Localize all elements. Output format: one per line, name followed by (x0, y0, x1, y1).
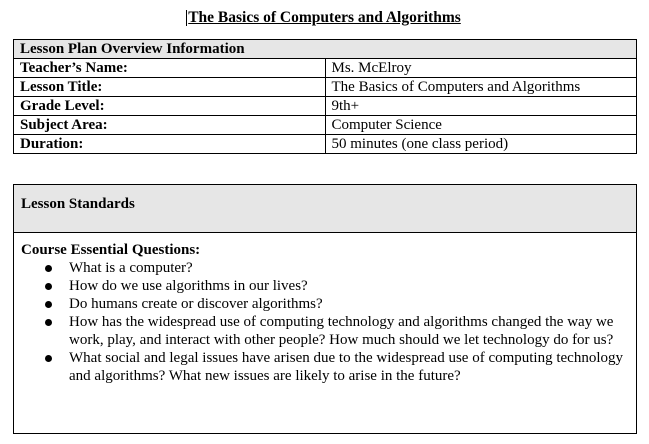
grade-level-value: 9th+ (325, 97, 637, 116)
list-item: How do we use algorithms in our lives? (21, 277, 628, 295)
essential-questions-list (21, 259, 628, 385)
subject-area-value: Computer Science (325, 116, 637, 135)
table-row (14, 59, 637, 78)
essential-questions-heading: Course Essential Questions: (21, 242, 201, 258)
lesson-standards-body (14, 233, 636, 385)
lesson-overview-table (13, 39, 637, 154)
table-row (14, 135, 637, 154)
overview-header-row (14, 40, 637, 59)
lesson-title-value: The Basics of Computers and Algorithms (325, 78, 637, 97)
list-item: What social and legal issues have arisen due to the widespread use of computing technology and algorithms? What new issues are likely to arise in the future? (21, 349, 628, 385)
table-row (14, 97, 637, 116)
document-title-text: The Basics of Computers and Algorithms (188, 9, 461, 26)
table-row (14, 78, 637, 97)
grade-level-label: Grade Level: (14, 97, 326, 116)
document-title (0, 9, 649, 27)
lesson-standards-header: Lesson Standards (14, 185, 636, 233)
duration-value: 50 minutes (one class period) (325, 135, 637, 154)
teacher-name-label: Teacher’s Name: (14, 59, 326, 78)
table-row (14, 116, 637, 135)
list-item: Do humans create or discover algorithms? (21, 295, 628, 313)
subject-area-label: Subject Area: (14, 116, 326, 135)
teacher-name-value: Ms. McElroy (325, 59, 637, 78)
overview-header: Lesson Plan Overview Information (14, 40, 637, 59)
duration-label: Duration: (14, 135, 326, 154)
list-item: How has the widespread use of computing technology and algorithms changed the way we work, play, and interact with other people? How much should we let technology do for us? (21, 313, 628, 349)
list-item: What is a computer? (21, 259, 628, 277)
lesson-title-label: Lesson Title: (14, 78, 326, 97)
lesson-standards-box (13, 184, 637, 434)
